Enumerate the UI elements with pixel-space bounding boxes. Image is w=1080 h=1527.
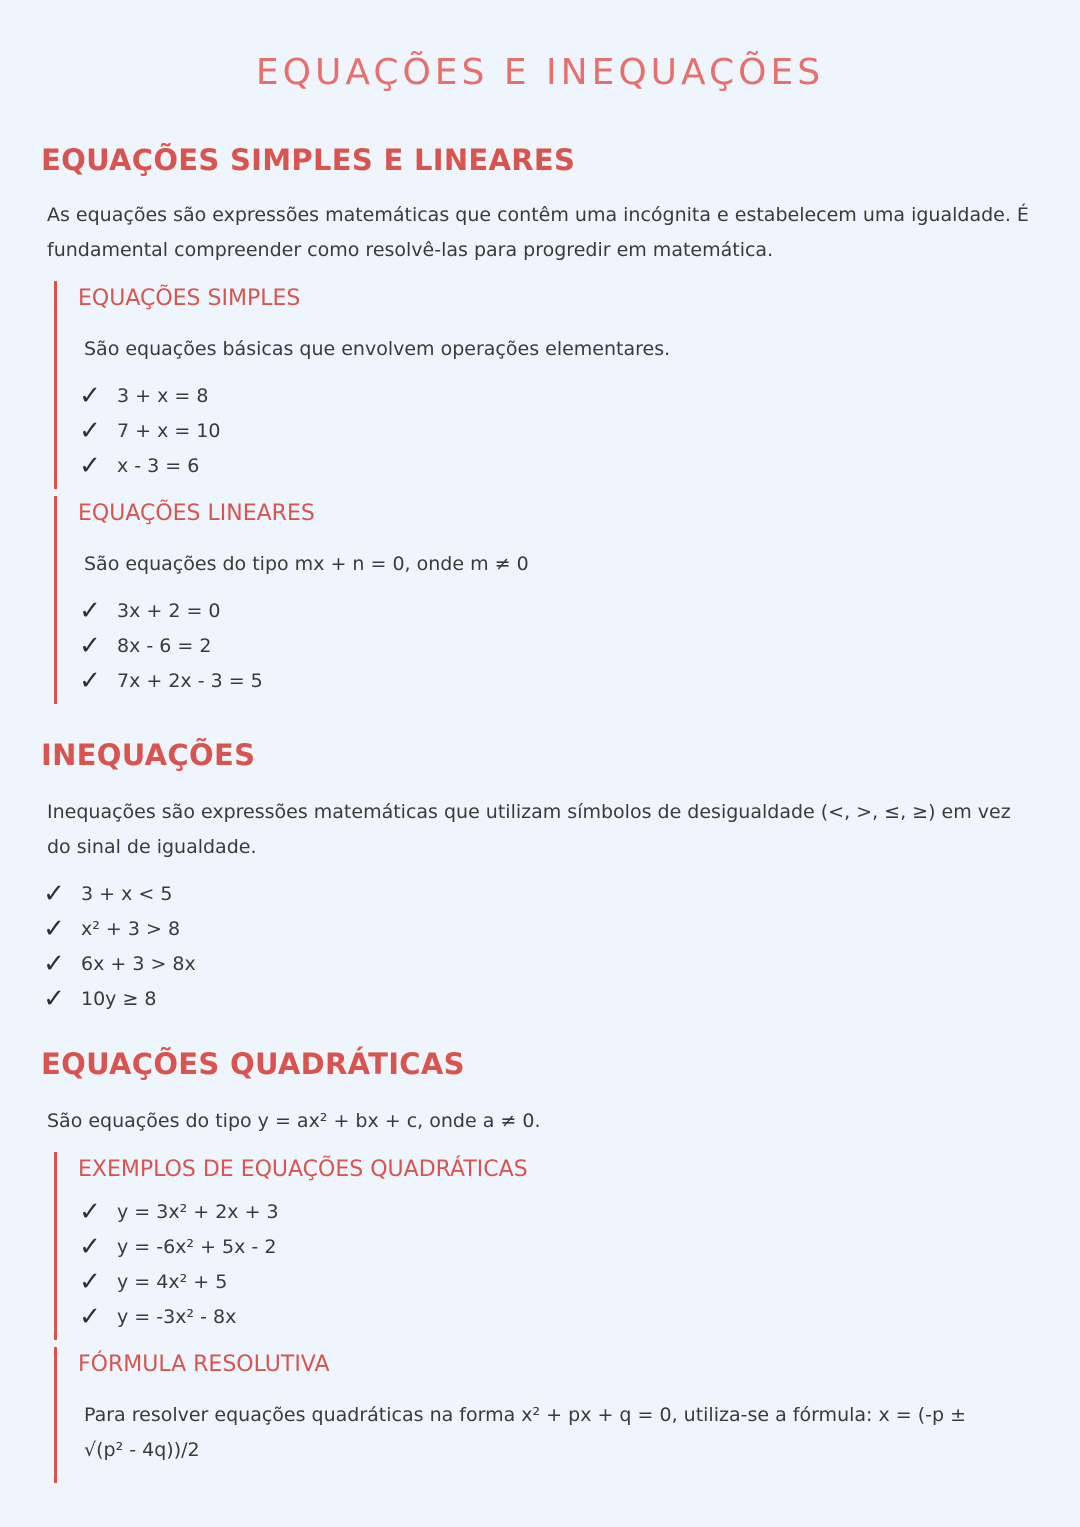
check-icon: ✓ <box>79 665 101 696</box>
check-icon: ✓ <box>79 595 101 626</box>
block-bar-formula <box>54 1347 57 1483</box>
check-icon: ✓ <box>43 878 65 909</box>
list-item: ✓ x - 3 = 6 <box>79 450 200 481</box>
subheading-simple-equations: EQUAÇÕES SIMPLES <box>78 286 301 311</box>
simple-equations-description: São equações básicas que envolvem operações elementares. <box>84 338 671 360</box>
list-item: ✓ 3 + x = 8 <box>79 380 209 411</box>
inequations-list <box>42 876 196 1016</box>
list-item: ✓ x² + 3 > 8 <box>43 913 181 944</box>
linear-equations-description: São equações do tipo mx + n = 0, onde m ≠ 0 <box>84 553 529 575</box>
quadratic-examples-list <box>78 1194 279 1334</box>
simple-equations-list <box>78 378 221 483</box>
check-icon: ✓ <box>79 450 101 481</box>
list-item: ✓ 7 + x = 10 <box>79 415 221 446</box>
check-icon: ✓ <box>43 948 65 979</box>
linear-equations-list <box>78 593 263 698</box>
page-title: EQUAÇÕES E INEQUAÇÕES <box>255 52 825 93</box>
formula-description: Para resolver equações quadráticas na forma x² + px + q = 0, utiliza-se a fórmula: x = (-p ± √(p² - 4q))/2 <box>84 1404 967 1461</box>
list-item: ✓ 3 + x < 5 <box>43 878 173 909</box>
check-icon: ✓ <box>79 380 101 411</box>
list-item: ✓ y = 3x² + 2x + 3 <box>79 1196 279 1227</box>
subheading-linear-equations: EQUAÇÕES LINEARES <box>78 501 315 526</box>
section-intro-inequations: Inequações são expressões matemáticas que utilizam símbolos de desigualdade (<, >, ≤, ≥) em vez do sinal de igualdade. <box>47 801 1011 858</box>
subheading-formula: FÓRMULA RESOLUTIVA <box>78 1352 330 1377</box>
list-item: ✓ 10y ≥ 8 <box>43 983 157 1014</box>
list-item: ✓ 7x + 2x - 3 = 5 <box>79 665 263 696</box>
subheading-quadratic-examples: EXEMPLOS DE EQUAÇÕES QUADRÁTICAS <box>78 1157 528 1182</box>
list-item: ✓ 3x + 2 = 0 <box>79 595 221 626</box>
list-item: ✓ 6x + 3 > 8x <box>43 948 196 979</box>
check-icon: ✓ <box>79 1266 101 1297</box>
list-item: ✓ y = 4x² + 5 <box>79 1266 228 1297</box>
section-heading-simple-linear: EQUAÇÕES SIMPLES E LINEARES <box>41 143 576 177</box>
block-bar-simple <box>54 281 57 489</box>
section-heading-inequations: INEQUAÇÕES <box>41 738 256 772</box>
list-item: ✓ 8x - 6 = 2 <box>79 630 212 661</box>
block-bar-linear <box>54 496 57 704</box>
block-bar-examples <box>54 1152 57 1340</box>
check-icon: ✓ <box>79 415 101 446</box>
check-icon: ✓ <box>43 983 65 1014</box>
check-icon: ✓ <box>79 1231 101 1262</box>
check-icon: ✓ <box>79 630 101 661</box>
section-heading-quadratic: EQUAÇÕES QUADRÁTICAS <box>41 1047 465 1081</box>
check-icon: ✓ <box>43 913 65 944</box>
check-icon: ✓ <box>79 1196 101 1227</box>
section-intro-equations: As equações são expressões matemáticas que contêm uma incógnita e estabelecem uma igualdade. É fundamental compreender como resolvê-las para progredir em matemática. <box>47 204 1029 261</box>
list-item: ✓ y = -3x² - 8x <box>79 1301 237 1332</box>
list-item: ✓ y = -6x² + 5x - 2 <box>79 1231 277 1262</box>
check-icon: ✓ <box>79 1301 101 1332</box>
section-intro-quadratic: São equações do tipo y = ax² + bx + c, onde a ≠ 0. <box>47 1110 541 1132</box>
